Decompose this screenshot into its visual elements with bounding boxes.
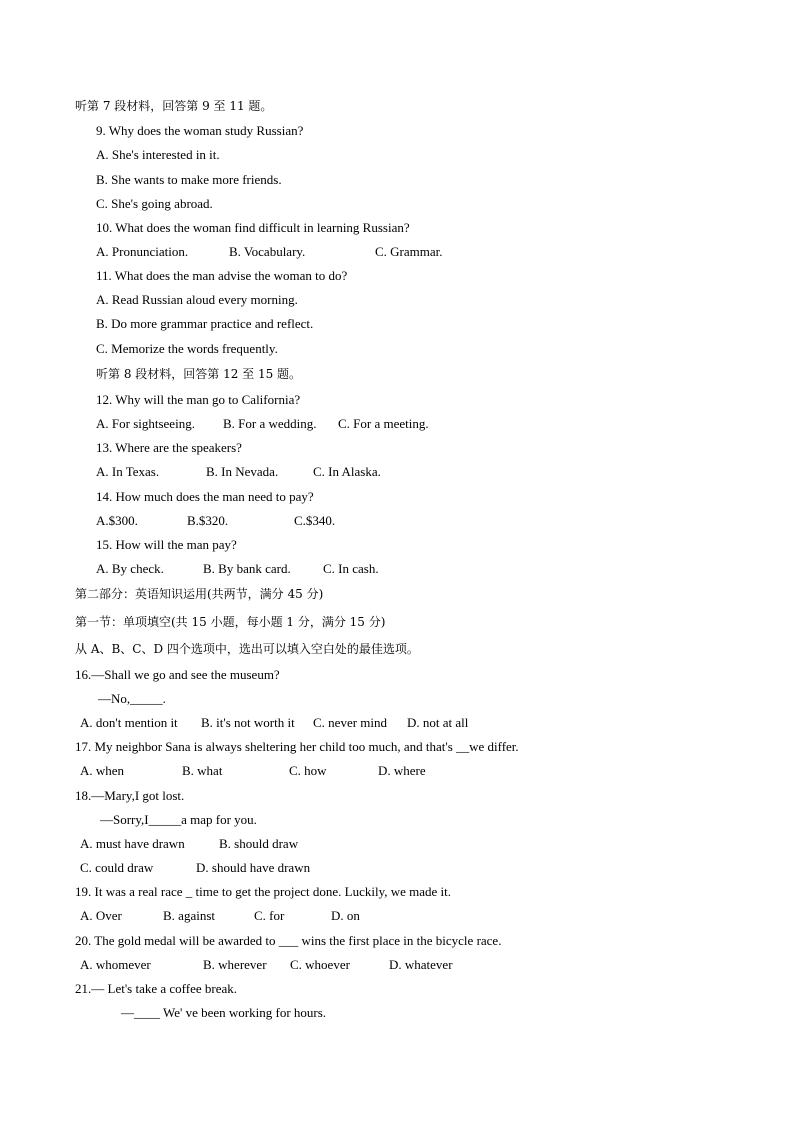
question-17-option-c: C. how xyxy=(289,763,327,778)
question-18-option-d: D. should have drawn xyxy=(196,860,311,875)
question-11-stem: 11. What does the man advise the woman to do? xyxy=(96,268,348,283)
question-16-reply: —No,_____. xyxy=(98,691,166,706)
question-17-option-b: B. what xyxy=(182,763,223,778)
question-9-option-a: A. She's interested in it. xyxy=(96,147,220,162)
section-heading-listening-8: 听第 8 段材料，回答第 12 至 15 题。 xyxy=(96,367,302,381)
question-14-option-b: B.$320. xyxy=(187,513,229,528)
question-19-option-d: D. on xyxy=(331,908,360,923)
question-10-option-a: A. Pronunciation. xyxy=(96,244,189,259)
question-16-option-a: A. don't mention it xyxy=(80,715,178,730)
question-9-option-b: B. She wants to make more friends. xyxy=(96,172,282,187)
question-14-option-a: A.$300. xyxy=(96,513,138,528)
question-12-option-c: C. For a meeting. xyxy=(338,416,429,431)
question-20-option-b: B. wherever xyxy=(203,957,267,972)
question-18-reply: —Sorry,I_____a map for you. xyxy=(100,812,257,827)
question-19-option-b: B. against xyxy=(163,908,215,923)
instructions: 从 A、B、C、D 四个选项中，选出可以填入空白处的最佳选项。 xyxy=(75,642,419,656)
question-19-stem: 19. It was a real race _ time to get the project done. Luckily, we made it. xyxy=(75,884,452,899)
part-2-heading: 第二部分：英语知识运用(共两节，满分 45 分) xyxy=(75,587,324,601)
question-20-stem: 20. The gold medal will be awarded to ___ wins the first place in the bicycle race. xyxy=(75,933,502,948)
question-16-option-b: B. it's not worth it xyxy=(201,715,295,730)
question-19-option-c: C. for xyxy=(254,908,285,923)
question-15-option-c: C. In cash. xyxy=(323,561,379,576)
question-18-option-c: C. could draw xyxy=(80,860,154,875)
question-13-option-b: B. In Nevada. xyxy=(206,464,279,479)
question-18-option-b: B. should draw xyxy=(219,836,299,851)
question-11-option-a: A. Read Russian aloud every morning. xyxy=(96,292,298,307)
question-16-option-c: C. never mind xyxy=(313,715,388,730)
question-21-reply: —____ We' ve been working for hours. xyxy=(121,1005,327,1020)
question-17-stem: 17. My neighbor Sana is always sheltering her child too much, and that's __we differ. xyxy=(75,739,519,754)
question-14-stem: 14. How much does the man need to pay? xyxy=(96,489,314,504)
question-19-option-a: A. Over xyxy=(80,908,122,923)
question-11-option-b: B. Do more grammar practice and reflect. xyxy=(96,316,314,331)
question-9-option-c: C. She's going abroad. xyxy=(96,196,213,211)
question-15-stem: 15. How will the man pay? xyxy=(96,537,237,552)
question-10-option-b: B. Vocabulary. xyxy=(229,244,306,259)
question-12-option-a: A. For sightseeing. xyxy=(96,416,195,431)
question-20-option-a: A. whomever xyxy=(80,957,151,972)
question-18-stem: 18.—Mary,I got lost. xyxy=(75,788,185,803)
question-13-option-a: A. In Texas. xyxy=(96,464,160,479)
question-14-option-c: C.$340. xyxy=(294,513,336,528)
section-1-heading: 第一节：单项填空(共 15 小题，每小题 1 分，满分 15 分) xyxy=(75,615,386,629)
question-16-stem: 16.—Shall we go and see the museum? xyxy=(75,667,280,682)
question-12-stem: 12. Why will the man go to California? xyxy=(96,392,301,407)
question-17-option-d: D. where xyxy=(378,763,426,778)
question-13-option-c: C. In Alaska. xyxy=(313,464,381,479)
question-9-stem: 9. Why does the woman study Russian? xyxy=(96,123,304,138)
question-11-option-c: C. Memorize the words frequently. xyxy=(96,341,278,356)
question-21-stem: 21.— Let's take a coffee break. xyxy=(75,981,237,996)
question-10-option-c: C. Grammar. xyxy=(375,244,443,259)
question-15-option-b: B. By bank card. xyxy=(203,561,291,576)
question-17-option-a: A. when xyxy=(80,763,125,778)
section-heading-listening-7: 听第 7 段材料，回答第 9 至 11 题。 xyxy=(75,99,273,113)
question-16-option-d: D. not at all xyxy=(407,715,469,730)
question-13-stem: 13. Where are the speakers? xyxy=(96,440,242,455)
question-20-option-c: C. whoever xyxy=(290,957,350,972)
question-12-option-b: B. For a wedding. xyxy=(223,416,317,431)
question-15-option-a: A. By check. xyxy=(96,561,164,576)
question-18-option-a: A. must have drawn xyxy=(80,836,185,851)
question-20-option-d: D. whatever xyxy=(389,957,453,972)
question-10-stem: 10. What does the woman find difficult in learning Russian? xyxy=(96,220,410,235)
